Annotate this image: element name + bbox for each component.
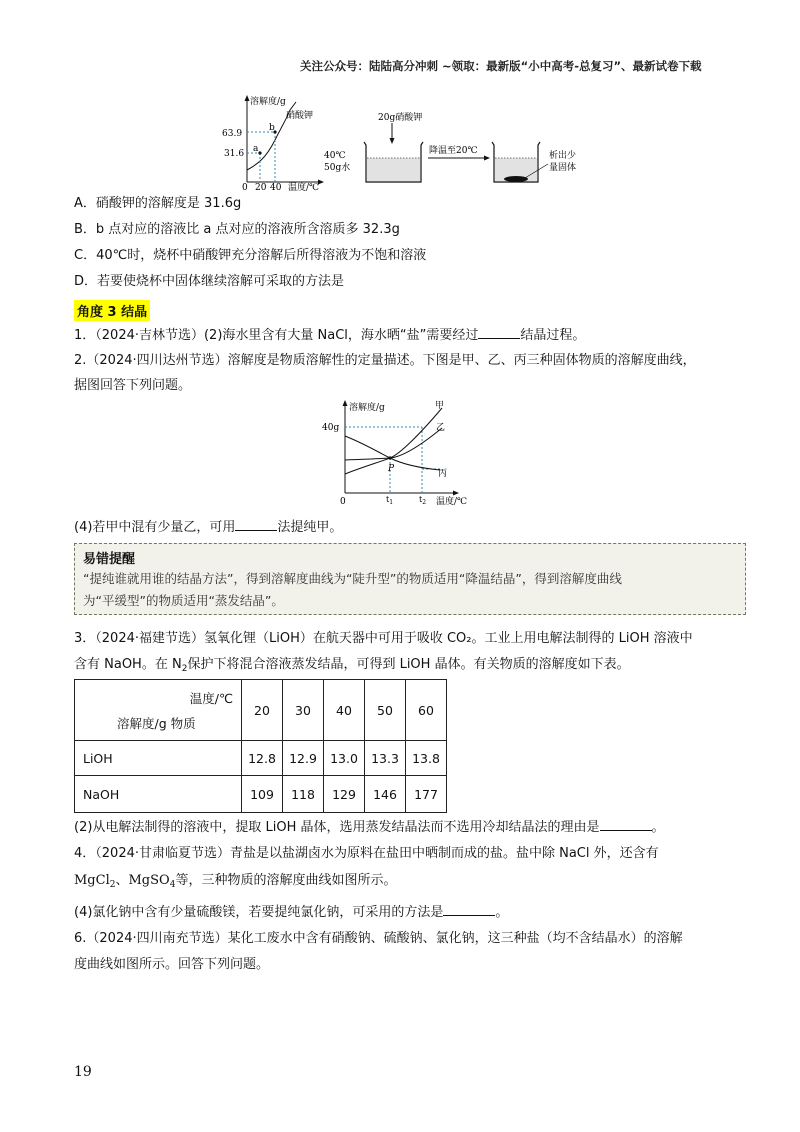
q1-text-after: 结晶过程。 [520,328,586,343]
q3-sub-before: (2)从电解法制得的溶液中，提取 LiOH 晶体，选用蒸发结晶法而不选用冷却结晶法的理由是 [74,820,600,835]
add-arrow-icon [390,138,395,144]
graph1-xlabel: 温度/℃ [288,183,320,192]
page-number: 19 [74,1064,92,1080]
table-cell: 146 [365,776,406,813]
precipitate-label-1: 析出少 [549,151,577,161]
fig2-x-tick-t1: $t_1$ [386,495,394,506]
temp-header: 20 [242,680,283,741]
fig2-point-p [388,456,391,459]
point-a [258,151,261,154]
formula-separator: 、 [115,873,129,888]
q4-sub-before: (4)氯化钠中含有少量硫酸镁，若要提纯氯化钠，可采用的方法是 [74,905,444,920]
corner-temp-label: 温度/℃ [189,691,233,706]
fig2-label-bing: 丙 [438,469,448,479]
question-6-line-2: 度曲线如图所示。回答下列问题。 [74,957,270,972]
curve-label-kno3: 硝酸钾 [286,111,314,121]
point-a-label: a [253,144,259,154]
beaker-left-temp: 40℃ [324,151,346,161]
q2-answer-blank[interactable] [235,518,277,531]
option-c: C．40℃时，烧杯中硝酸钾充分溶解后所得溶液为不饱和溶液 [74,248,427,263]
fig2-y-tick-40g: 40g [322,423,340,433]
precipitate-label-2: 量固体 [549,163,577,173]
fig2-x-axis-arrow-icon [453,491,459,496]
table-row [75,776,447,813]
mgso-subscript: 4 [169,880,176,890]
option-d: D．若要使烧杯中固体继续溶解可采取的方法是 [74,274,345,289]
cool-arrow-icon [484,156,490,161]
question-3-sub-2 [74,818,665,837]
fig2-ylabel: 溶解度/g [349,403,385,413]
error-tip-box [74,543,746,615]
temp-header: 60 [406,680,447,741]
beaker-top-label: 20g硝酸钾 [378,113,423,123]
q1-text-before: 1．（2024·吉林节选）(2)海水里含有大量 NaCl，海水晒“盐”需要经过 [74,328,479,343]
question-4-line-2 [74,872,396,894]
graph1-ylabel: 溶解度/g [250,97,286,107]
q3-answer-blank[interactable] [600,818,652,831]
mgso-text: MgSO [128,873,170,888]
precipitate-solid [504,176,528,182]
tip-line-1: “提纯谁就用谁的结晶方法”，得到溶解度曲线为“陡升型”的物质适用“降温结晶”，得到溶解度曲线 [83,571,622,586]
temp-header: 30 [283,680,324,741]
q4-answer-blank[interactable] [443,903,495,916]
table-cell: 13.0 [324,741,365,776]
q3-line2-part2: 保护下将混合溶液蒸发结晶，可得到 LiOH 晶体。有关物质的溶解度如下表。 [187,657,630,672]
question-2-line-1: 2.（2024·四川达州节选）溶解度是物质溶解性的定量描述。下图是甲、乙、丙三种固体物质的溶解度曲线， [74,353,696,368]
y-tick-63.9: 63.9 [222,129,243,139]
q4-line2-after: 等，三种物质的溶解度曲线如图所示。 [175,873,397,888]
point-b-label: b [269,123,275,133]
option-b: B．b 点对应的溶液比 a 点对应的溶液所含溶质多 32.3g [74,222,400,237]
table-cell: 129 [324,776,365,813]
table-header-row [75,680,447,741]
fig2-label-p: P [388,464,395,474]
q3-line2-part1: 含有 NaOH。在 N [74,657,182,672]
beaker-left-water [367,158,420,181]
table-row [75,741,447,776]
fig2-origin: 0 [340,497,346,507]
question-3-line-1: 3．（2024·福建节选）氢氧化锂（LiOH）在航天器中可用于吸收 CO₂。工业上用电解法制得的 LiOH 溶液中 [74,631,693,646]
fig2-y-axis-arrow-icon [343,400,348,406]
y-axis-arrow-icon [245,95,250,101]
formula-mgso4 [129,873,176,888]
temp-header: 40 [324,680,365,741]
corner-solubility-label: 溶解度/g 物质 [117,716,196,731]
question-4-line-1: 4．（2024·甘肃临夏节选）青盐是以盐湖卤水为原料在盐田中晒制而成的盐。盐中除 NaCl 外，还含有 [74,846,659,861]
q1-answer-blank[interactable] [478,326,520,339]
temp-header: 50 [365,680,406,741]
x-tick-0: 0 [242,183,248,192]
x-tick-20: 20 [255,183,267,192]
q3-n2-subscript: 2 [181,664,188,674]
mgcl-subscript: 2 [109,880,116,890]
option-a: A．硝酸钾的溶解度是 31.6g [74,196,242,211]
beaker-left-water-label: 50g水 [324,163,351,173]
question-2-line-2: 据图回答下列问题。 [74,378,192,393]
tip-line-2: 为“平缓型”的物质适用“蒸发结晶”。 [83,593,284,608]
curve-yi [345,428,442,460]
table-cell: 12.9 [283,741,324,776]
tip-title: 易错提醒 [83,552,136,567]
question-1 [74,326,585,345]
q4-sub-after: 。 [495,905,509,920]
kno3-solubility-graph [222,95,324,192]
question-4-sub-4 [74,903,508,922]
question-2-sub-4 [74,518,342,537]
fig2-label-yi: 乙 [436,423,446,433]
table-corner-cell [75,680,242,741]
formula-mgcl2 [74,873,115,888]
figure-three-curves [320,396,490,508]
cool-arrow-label: 降温至20℃ [429,146,478,156]
question-6-line-1: 6.（2024·四川南充节选）某化工废水中含有硝酸钠、硫酸钠、氯化钠，这三种盐（均不含结晶水）的溶解 [74,931,683,946]
q2-sub-before: (4)若甲中混有少量乙，可用 [74,520,236,535]
y-tick-31.6: 31.6 [224,149,245,159]
row-substance: NaOH [75,776,242,813]
q3-sub-after: 。 [651,820,665,835]
table-cell: 12.8 [242,741,283,776]
q2-sub-after: 法提纯甲。 [277,520,343,535]
question-3-line-2 [74,656,630,678]
mgcl-text: MgCl [74,873,110,888]
table-cell: 118 [283,776,324,813]
page-header: 关注公众号：陆陆高分冲刺 ~领取：最新版“小中高考-总复习”、最新试卷下载 [300,59,702,73]
figure-kno3 [220,92,610,192]
table-cell: 13.3 [365,741,406,776]
solubility-table [74,679,447,813]
x-tick-40: 40 [270,183,282,192]
table-cell: 13.8 [406,741,447,776]
fig2-xlabel: 温度/℃ [436,497,468,507]
beaker-experiment [324,111,576,182]
row-substance: LiOH [75,741,242,776]
fig2-x-tick-t2: $t_2$ [419,495,427,506]
table-cell: 177 [406,776,447,813]
table-cell: 109 [242,776,283,813]
section-tag: 角度 3 结晶 [74,300,150,321]
fig2-label-jia: 甲 [435,401,445,411]
